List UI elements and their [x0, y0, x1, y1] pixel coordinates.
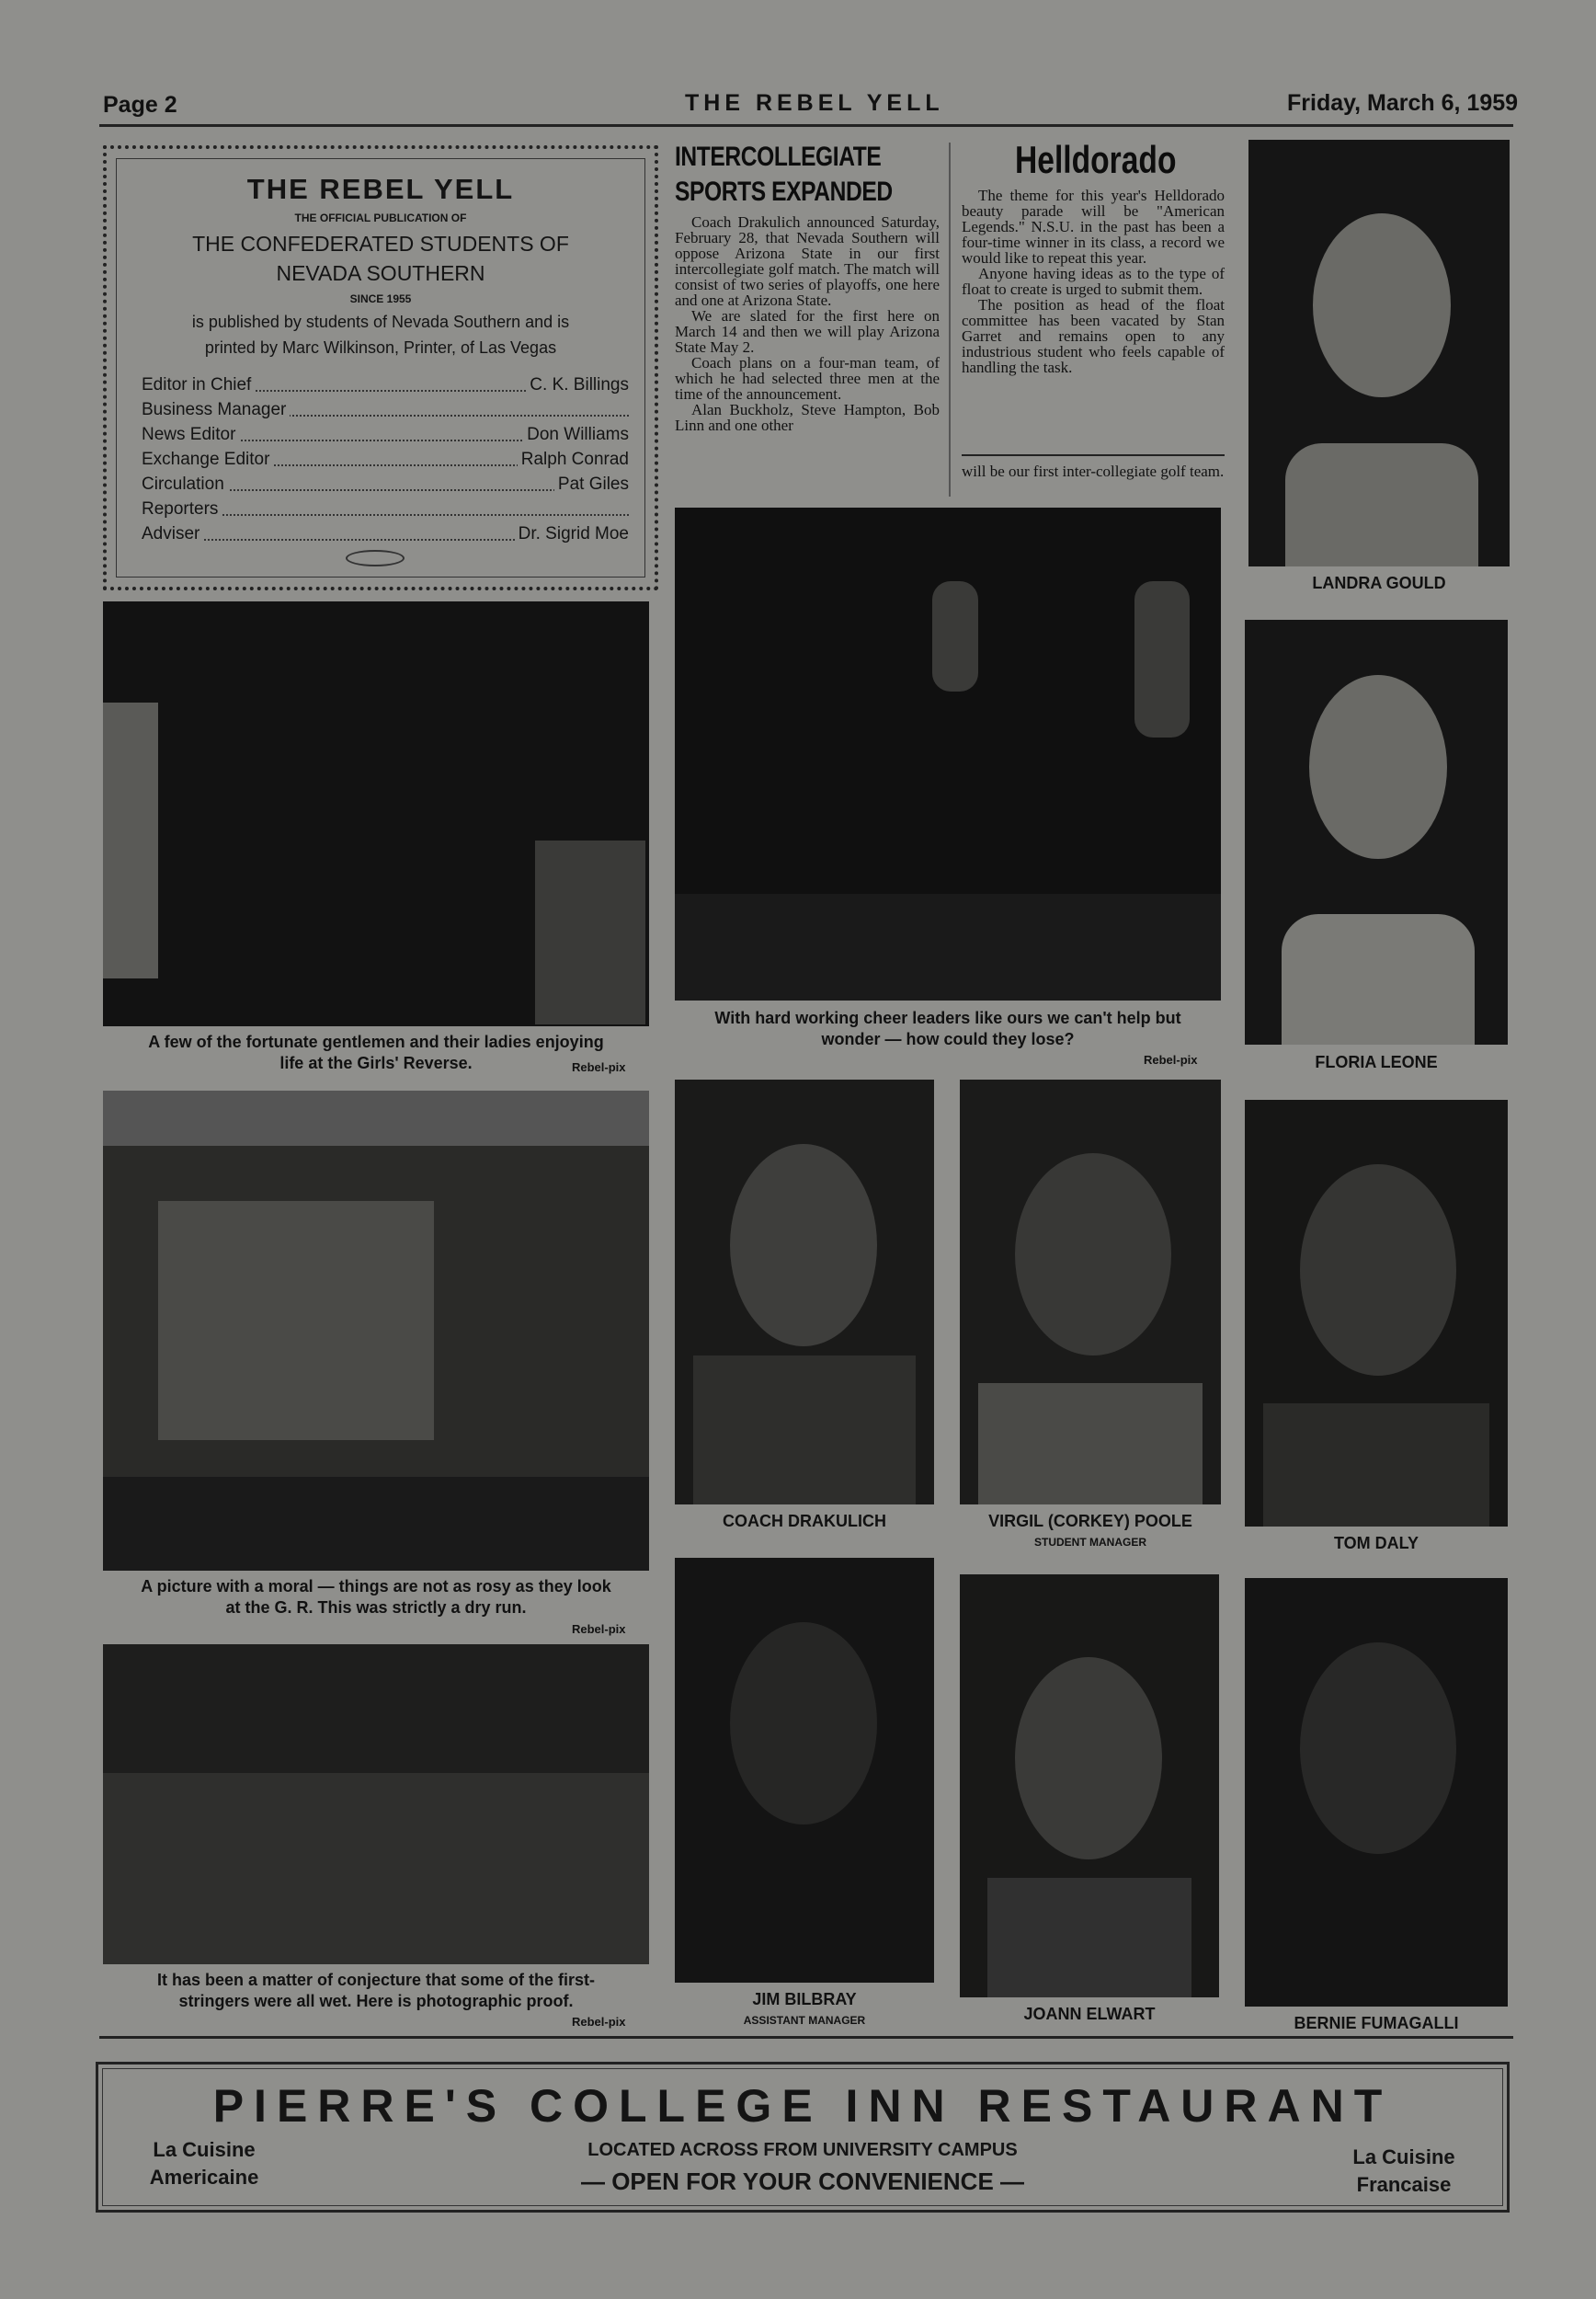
photo-credit: Rebel-pix [572, 1060, 626, 1074]
portrait-label: BERNIE FUMAGALLI [1294, 2014, 1459, 2032]
masthead-official: THE OFFICIAL PUBLICATION OF [294, 212, 467, 224]
caption-girls-reverse: A few of the fortunate gentlemen and their ladies enjoying life at the Girls' Reverse. [148, 1033, 604, 1072]
ad-top-rule [99, 2036, 1513, 2039]
masthead-org-2: NEVADA SOUTHERN [276, 261, 485, 285]
caption-cheerleaders: With hard working cheer leaders like ours we can't help but wonder — how could they lose? [714, 1009, 1181, 1048]
portrait-virgil-poole [960, 1080, 1221, 1504]
portrait-jim-bilbray [675, 1558, 934, 1983]
caption-dry-run: A picture with a moral — things are not as rosy as they look at the G. R. This was strictly a dry run. [141, 1577, 611, 1617]
helldorado-headline: Helldorado [1015, 138, 1177, 181]
masthead-since: SINCE 1955 [349, 292, 412, 305]
sports-headline: INTERCOLLEGIATE SPORTS EXPANDED [675, 142, 893, 207]
photo-credit: Rebel-pix [572, 1622, 626, 1636]
masthead-org-1: THE CONFEDERATED STUDENTS OF [192, 232, 569, 256]
ad-left-cuisine: La Cuisine Americaine [149, 2138, 259, 2189]
article-rule [962, 454, 1225, 456]
staff-row: Business Manager [142, 400, 629, 426]
portrait-label: JIM BILBRAY [752, 1990, 857, 2008]
photo-cheerleaders [675, 508, 1221, 1001]
portrait-label: VIRGIL (CORKEY) POOLE [988, 1512, 1192, 1530]
ad-location: LOCATED ACROSS FROM UNIVERSITY CAMPUS [587, 2140, 1018, 2160]
portrait-floria-leone [1245, 620, 1508, 1045]
portrait-coach-drakulich [675, 1080, 934, 1504]
restaurant-advertisement [96, 2062, 1510, 2213]
helldorado-article-body: The theme for this year's Helldorado beauty parade will be "American Legends." N.S.U. in the past has been a four-time winner in its class, a record we would like to repeat this year. Anyone having ideas as to the type of float to create is urged to submit them. The position as head of the float committee has been vacated by Stan Garret and remains open to any industrious student who feels capable of handling the task. [962, 187, 1225, 376]
portrait-label: JOANN ELWART [1023, 2005, 1156, 2023]
staff-row: Editor in Chief C. K. Billings [142, 375, 629, 395]
photo-dry-run [103, 1091, 649, 1571]
photo-girls-reverse [103, 601, 649, 1026]
column-divider [949, 143, 951, 497]
sports-continued: will be our first inter-collegiate golf team. [962, 463, 1225, 480]
newspaper-name: THE REBEL YELL [685, 90, 944, 116]
staff-row: Exchange Editor Ralph Conrad [142, 450, 629, 469]
staff-row: News Editor Don Williams [142, 425, 629, 444]
portrait-bernie-fumagalli [1245, 1578, 1508, 2007]
portrait-label: COACH DRAKULICH [723, 1512, 886, 1530]
portrait-landra-gould [1248, 140, 1510, 566]
photo-credit: Rebel-pix [1144, 1053, 1198, 1067]
portrait-sublabel: STUDENT MANAGER [1034, 1536, 1146, 1549]
portrait-label: TOM DALY [1333, 1534, 1419, 1552]
staff-row: Circulation Pat Giles [142, 475, 629, 494]
staff-row: Adviser Dr. Sigrid Moe [142, 524, 629, 543]
sports-article-body: Coach Drakulich announced Saturday, February 28, that Nevada Southern will oppose Arizona State in our first intercollegiate golf match. The match will consist of two series of playoffs, one here and one at Arizona State. We are slated for the first here on March 14 and then we will play Arizona State May 2. Coach plans on a four-man team, of which he had selected three men at the time of the announcement. Alan Buckholz, Steve Hampton, Bob Linn and one other [675, 213, 940, 434]
portrait-sublabel: ASSISTANT MANAGER [743, 2014, 866, 2027]
issue-date: Friday, March 6, 1959 [1287, 90, 1519, 116]
masthead-title: THE REBEL YELL [246, 173, 515, 205]
ad-title: PIERRE'S COLLEGE INN RESTAURANT [212, 2080, 1393, 2132]
caption-all-wet: It has been a matter of conjecture that some of the first- stringers were all wet. Here is photographic proof. [156, 1971, 596, 2010]
portrait-label: FLORIA LEONE [1315, 1053, 1438, 1071]
portrait-tom-daly [1245, 1100, 1508, 1527]
masthead-pub-2: printed by Marc Wilkinson, Printer, of Las Vegas [204, 338, 557, 357]
ad-hours: — OPEN FOR YOUR CONVENIENCE — [580, 2167, 1025, 2195]
printer-ornament-icon [346, 550, 405, 566]
page-number: Page 2 [103, 92, 177, 118]
header-rule [99, 124, 1513, 127]
ad-right-cuisine: La Cuisine Francaise [1352, 2145, 1455, 2196]
masthead-box [103, 145, 658, 590]
masthead-pub-1: is published by students of Nevada Southern and is [191, 313, 570, 331]
staff-row: Reporters [142, 499, 629, 525]
photo-all-wet [103, 1644, 649, 1964]
portrait-joann-elwart [960, 1574, 1219, 1997]
photo-credit: Rebel-pix [572, 2015, 626, 2029]
portrait-label: LANDRA GOULD [1312, 574, 1446, 592]
